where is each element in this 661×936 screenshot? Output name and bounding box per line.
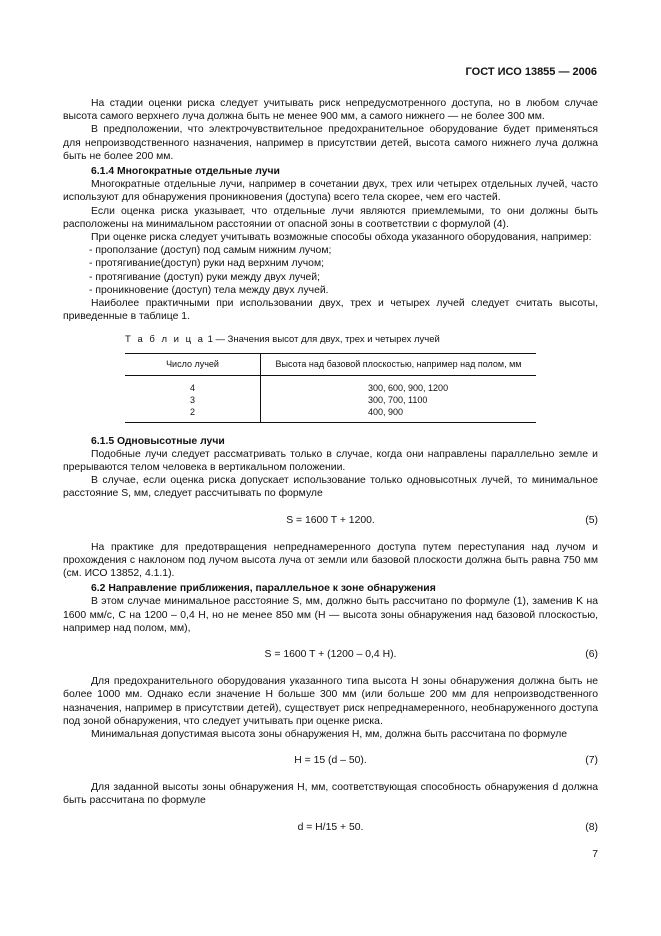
table-cell: 300, 600, 900, 1200 <box>261 375 537 394</box>
formula <box>63 816 598 840</box>
section-heading: 6.1.4 Многократные отдельные лучи <box>91 166 280 178</box>
table-cell: 4 <box>189 382 195 393</box>
table-row <box>125 394 536 406</box>
table-cell: 400, 900 <box>261 406 537 423</box>
table-cell: 3 <box>189 394 195 405</box>
page-number: 7 <box>592 849 598 860</box>
heights-table <box>125 353 536 423</box>
paragraph: В случае, если оценка риска допускает использование только одновысотных лучей, то минимальное расстояние S, мм, следует рассчитывать по формуле <box>63 475 598 500</box>
paragraph: На стадии оценки риска следует учитывать риск непредусмотренного доступа, но в любом случае высота самого верхнего луча должна быть не менее 900 мм, а самого нижнего — не более 300 мм. <box>63 98 598 123</box>
section-heading: 6.1.5 Одновысотные лучи <box>91 435 225 447</box>
paragraph: В предположении, что электрочувствительное предохранительное оборудование будет применяться для непроизводственного назначения, например в присутствии детей, высота самого нижнего луча должна быть не более 200 мм. <box>63 124 598 162</box>
paragraph: Для заданной высоты зоны обнаружения H, мм, соответствующая способность обнаружения d должна быть рассчитана по формуле <box>63 782 598 807</box>
formula-text: S = 1600 T + 1200. <box>286 514 375 526</box>
document-header: ГОСТ ИСО 13855 — 2006 <box>465 66 597 78</box>
list-item: - протягивание(доступ) руки над верхним лучом; <box>89 258 324 270</box>
formula <box>63 749 598 773</box>
table-cell: 300, 700, 1100 <box>261 394 537 406</box>
paragraph: Для предохранительного оборудования указанного типа высота H зоны обнаружения должна быть не более 1000 мм. Однако если значение H больше 300 мм (или больше 200 мм для непроизводственного назначения, например в присутствии детей), существует риск непреднамеренного, необнаруженного доступа под зоной обнаружения, что следует учитывать при оценке риска. <box>63 676 598 727</box>
formula-number: (5) <box>585 514 598 526</box>
paragraph: На практике для предотвращения непреднамеренного доступа путем переступания над лучом и прохождения с наклоном под лучом высота луча от земли или базовой плоскости должна быть равна 750 мм (см. ИСО 13852, 4.1.1). <box>63 541 598 580</box>
formula-number: (8) <box>585 821 598 833</box>
formula-text: H = 15 (d – 50). <box>294 755 367 767</box>
list-item: - проползание (доступ) под самым нижним лучом; <box>89 245 332 257</box>
paragraph: Минимальная допустимая высота зоны обнаружения H, мм, должна быть рассчитана по формуле <box>91 728 568 740</box>
formula-number: (6) <box>585 649 598 661</box>
table-caption-text: 1 — Значения высот для двух, трех и четырех лучей <box>204 334 440 346</box>
paragraph: При оценке риска следует учитывать возможные способы обхода указанного оборудования, например: <box>91 232 592 244</box>
table-row <box>125 406 536 423</box>
formula-text: S = 1600 T + (1200 – 0,4 H). <box>264 649 397 661</box>
formula <box>63 643 598 667</box>
page-content <box>63 97 598 848</box>
table-header-height: Высота над базовой плоскостью, например над полом, мм <box>261 353 537 375</box>
list-item: - проникновение (доступ) тела между двух лучей. <box>89 284 329 296</box>
table-row <box>125 375 536 394</box>
paragraph: Подобные лучи следует рассматривать только в случае, когда они направлены параллельно земле и прерываются телом человека в вертикальном положении. <box>63 448 598 474</box>
table-header-beams: Число лучей <box>125 353 261 375</box>
list-item: - протягивание (доступ) руки между двух лучей; <box>89 271 320 283</box>
paragraph: Наиболее практичными при использовании двух, трех и четырех лучей следует считать высоты, приведенные в таблице 1. <box>63 298 598 323</box>
table-cell: 2 <box>125 406 261 423</box>
section-heading: 6.2 Направление приближения, параллельное к зоне обнаружения <box>91 583 436 595</box>
formula-number: (7) <box>585 755 598 767</box>
table-caption <box>125 333 598 346</box>
paragraph: Если оценка риска указывает, что отдельные лучи являются приемлемыми, то они должны быть расположены на минимальном расстоянии от опасной зоны в соответствии с формулой (4). <box>63 205 598 230</box>
table-caption-prefix: Т а б л и ц а <box>125 334 205 346</box>
paragraph: Многократные отдельные лучи, например в сочетании двух, трех или четырех отдельных лучей, часто используют для обнаружения проникновения (доступа) всего тела скорее, чем его частей. <box>63 179 598 204</box>
formula <box>63 509 598 533</box>
formula-text: d = H/15 + 50. <box>297 821 364 833</box>
paragraph: В этом случае минимальное расстояние S, мм, должно быть рассчитано по формуле (1), заменив K на 1600 мм/с, C на 1200 – 0,4 H, но не менее 850 мм (H — высота зоны обнаружения над базовой плоскостью, например над полом, мм), <box>63 596 598 634</box>
